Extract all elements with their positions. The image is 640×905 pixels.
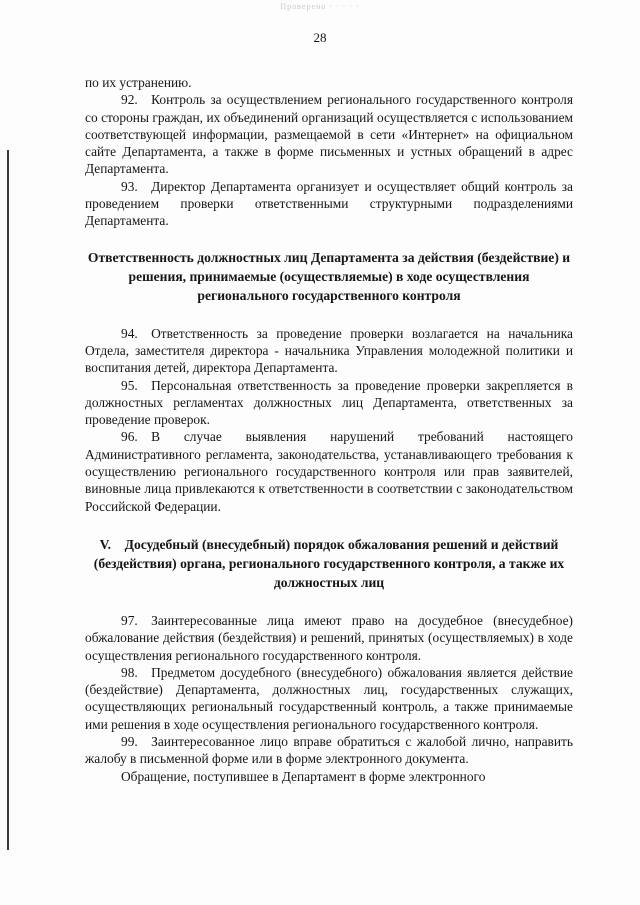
paragraph-continuation: по их устранению. (85, 75, 192, 90)
paragraph-96: 96. В случае выявления нарушений требований настоящего Административного регламента, законодательства, устанавливающего требования к осуществлению регионального государственного контроля или прав заявителей, виновные лица привлекаются к ответственности в соответствии с законодательством Российской Федерации. (85, 429, 573, 514)
document-body (85, 74, 573, 785)
section-number: V. (99, 536, 112, 552)
scan-mark: Проверено · · · · · (280, 2, 360, 11)
paragraph-94: 94. Ответственность за проведение проверки возлагается на начальника Отдела, заместителя директора - начальника Управления молодежной политики и воспитания детей, директора Департамента. (85, 325, 573, 376)
section-title: Досудебный (внесудебный) порядок обжалования решений и действий (бездействия) органа, регионального государственного контроля, а также их должностных лиц (93, 536, 565, 590)
heading-responsibility: Ответственность должностных лиц Департамента за действия (бездействие) и решения, принимаемые (осуществляемые) в ходе осуществления регионального государственного контроля (87, 249, 571, 303)
page-number: 28 (313, 30, 327, 45)
scan-edge-bar (7, 150, 9, 850)
heading-section-5 (85, 535, 573, 592)
paragraph-99: 99. Заинтересованное лицо вправе обратиться с жалобой лично, направить жалобу в письменной форме или в форме электронного документа. (85, 734, 573, 767)
paragraph-95: 95. Персональная ответственность за проведение проверки закрепляется в должностных регламентах должностных лиц Департамента, ответственных за проведение проверок. (85, 377, 573, 428)
paragraph-93: 93. Директор Департамента организует и осуществляет общий контроль за проведением проверки ответственными структурными подразделениями Департамента. (85, 178, 573, 229)
paragraph-98: 98. Предметом досудебного (внесудебного) обжалования является действие (бездействие) Департамента, должностных лиц, государственных служащих, осуществляющих региональный государственный контроль, а также принимаемые ими решения в ходе осуществления регионального государственного контроля. (85, 664, 573, 732)
paragraph-92: 92. Контроль за осуществлением регионального государственного контроля со стороны граждан, их объединений организаций осуществляется с использованием соответствующей информации, размещаемой в сети «Интернет» на официальном сайте Департамента, а также в форме письменных и устных обращений в адрес Департамента. (85, 92, 573, 177)
paragraph-97: 97. Заинтересованные лица имеют право на досудебное (внесудебное) обжалование действия (бездействия) и решений, принятых (осуществляемых) в ходе осуществления регионального государственного контроля. (85, 612, 573, 663)
paragraph-appeal: Обращение, поступившее в Департамент в форме электронного (121, 768, 486, 784)
